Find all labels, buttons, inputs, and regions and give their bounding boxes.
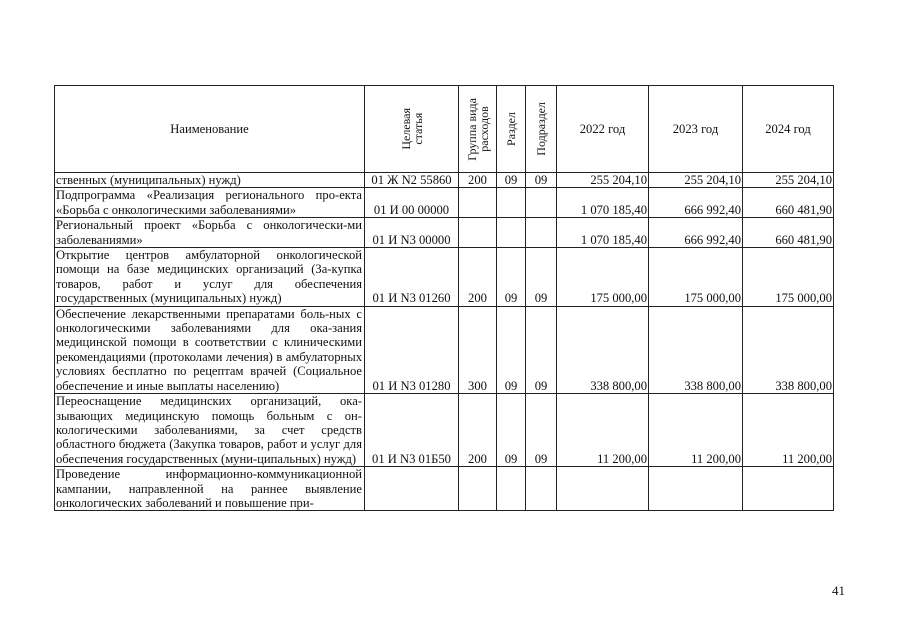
header-name: Наименование: [55, 86, 365, 173]
row-target: 01 И N3 00000: [365, 218, 459, 248]
row-2023: [649, 467, 743, 511]
row-group: 300: [459, 306, 497, 393]
row-target: 01 И N3 01260: [365, 248, 459, 307]
table-row: [55, 394, 834, 467]
row-group: 200: [459, 394, 497, 467]
row-target: 01 И N3 01Б50: [365, 394, 459, 467]
row-group: [459, 218, 497, 248]
row-2023: 255 204,10: [649, 173, 743, 188]
row-name: Проведение информационно-коммуникационной кампании, направленной на раннее выявление онкологических заболеваний и повышение при-: [55, 467, 365, 511]
budget-table: [54, 85, 834, 511]
header-section: Раздел: [497, 86, 526, 173]
table-row: [55, 173, 834, 188]
table-header: [55, 86, 834, 173]
row-2022: 175 000,00: [557, 248, 649, 307]
row-section: 09: [497, 394, 526, 467]
row-group: 200: [459, 248, 497, 307]
row-subsection: [526, 188, 557, 218]
row-subsection: 09: [526, 306, 557, 393]
row-target: 01 И N3 01280: [365, 306, 459, 393]
row-2024: 338 800,00: [743, 306, 834, 393]
header-target: Целевая статья: [365, 86, 459, 173]
row-2022: 1 070 185,40: [557, 218, 649, 248]
page-number: 41: [832, 583, 845, 598]
row-subsection: 09: [526, 394, 557, 467]
row-group: [459, 188, 497, 218]
header-2024: 2024 год: [743, 86, 834, 173]
row-2024: [743, 467, 834, 511]
row-2023: 11 200,00: [649, 394, 743, 467]
row-2023: 666 992,40: [649, 188, 743, 218]
row-section: 09: [497, 173, 526, 188]
row-section: [497, 467, 526, 511]
row-name: Подпрограмма «Реализация регионального про-екта «Борьба с онкологическими заболеваниями»: [55, 188, 365, 218]
row-2022: 338 800,00: [557, 306, 649, 393]
row-subsection: [526, 218, 557, 248]
row-2024: 255 204,10: [743, 173, 834, 188]
row-name: Открытие центров амбулаторной онкологической помощи на базе медицинских организаций (За-купка товаров, работ и услуг для обеспечения государственных (муниципальных) нужд): [55, 248, 365, 307]
row-2022: 11 200,00: [557, 394, 649, 467]
row-name: ственных (муниципальных) нужд): [55, 173, 365, 188]
row-target: [365, 467, 459, 511]
row-group: 200: [459, 173, 497, 188]
row-2024: 175 000,00: [743, 248, 834, 307]
row-2024: 11 200,00: [743, 394, 834, 467]
row-2024: 660 481,90: [743, 218, 834, 248]
row-section: 09: [497, 306, 526, 393]
row-name: Региональный проект «Борьба с онкологически-ми заболеваниями»: [55, 218, 365, 248]
header-2023: 2023 год: [649, 86, 743, 173]
table-body: [55, 173, 834, 511]
header-group: Группа вида расходов: [459, 86, 497, 173]
row-2023: 666 992,40: [649, 218, 743, 248]
row-2022: 1 070 185,40: [557, 188, 649, 218]
table-row: [55, 467, 834, 511]
row-target: 01 Ж N2 55860: [365, 173, 459, 188]
row-target: 01 И 00 00000: [365, 188, 459, 218]
header-2022: 2022 год: [557, 86, 649, 173]
table-row: [55, 306, 834, 393]
row-subsection: [526, 467, 557, 511]
row-2024: 660 481,90: [743, 188, 834, 218]
table-row: [55, 188, 834, 218]
row-2023: 175 000,00: [649, 248, 743, 307]
header-subsection: Подраздел: [526, 86, 557, 173]
row-subsection: 09: [526, 248, 557, 307]
row-section: 09: [497, 248, 526, 307]
row-subsection: 09: [526, 173, 557, 188]
row-section: [497, 188, 526, 218]
row-2022: 255 204,10: [557, 173, 649, 188]
row-section: [497, 218, 526, 248]
row-name: Переоснащение медицинских организаций, ока-зывающих медицинскую помощь больным с он-кологическими заболеваниями, за счет средств областного бюджета (Закупка товаров, работ и услуг для обеспечения государственных (муни-ципальных) нужд): [55, 394, 365, 467]
row-group: [459, 467, 497, 511]
table-row: [55, 248, 834, 307]
table-row: [55, 218, 834, 248]
row-2023: 338 800,00: [649, 306, 743, 393]
row-name: Обеспечение лекарственными препаратами боль-ных с онкологическими заболеваниями для ока-зания медицинской помощи в соответствии с клиническими рекомендациями (протоколами лечения) в амбулаторных условиях бесплатно по рецептам врачей (Социальное обеспечение и иные выплаты населению): [55, 306, 365, 393]
row-2022: [557, 467, 649, 511]
